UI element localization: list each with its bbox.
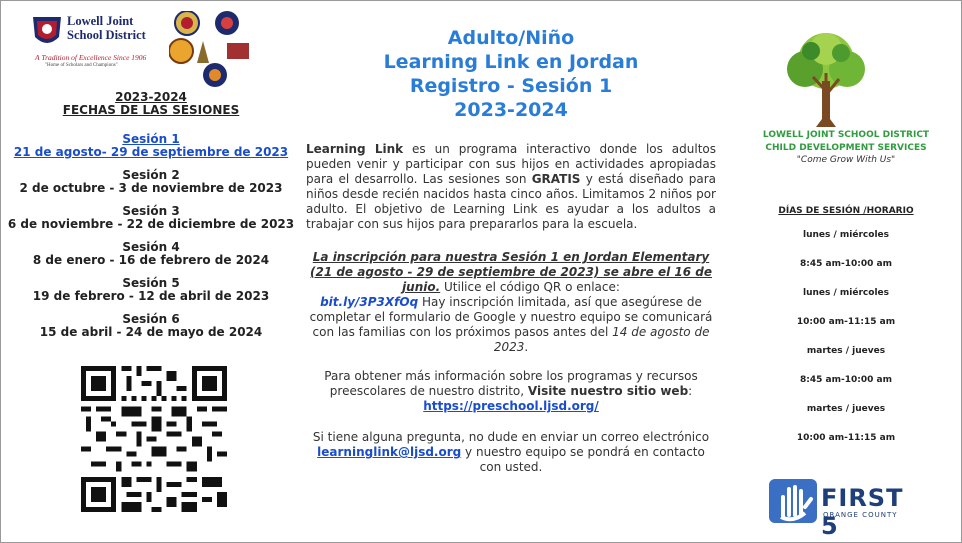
session-3 xyxy=(1,205,301,231)
title-line3: Registro - Sesión 1 xyxy=(409,75,613,97)
ljsd-emblem-icon xyxy=(29,11,65,51)
cds-line2: CHILD DEVELOPMENT SERVICES xyxy=(765,143,927,153)
cds-line1: LOWELL JOINT SCHOOL DISTRICT xyxy=(762,130,930,140)
email-link[interactable]: learninglink@ljsd.org xyxy=(317,445,462,459)
intro-gratis: GRATIS xyxy=(531,172,581,186)
cds-motto: "Come Grow With Us" xyxy=(796,155,896,165)
school-seals-icon xyxy=(169,11,265,91)
schedule-row: martes / jueves xyxy=(806,346,886,356)
ljsd-logo xyxy=(29,7,289,69)
registration-paragraph xyxy=(306,250,716,355)
session-1[interactable] xyxy=(1,133,301,159)
intro-part2: y está diseñado para niños desde recién nacidos hasta cinco años. Limitamos 2 niños por adulto. El objetivo de Learning Link es ayudar a los adultos a trabajar con sus hijos para prepararlos para la escuela. xyxy=(306,172,716,231)
session-6-range: 15 de abril - 24 de mayo de 2024 xyxy=(39,325,263,339)
schedule-row: lunes / miércoles xyxy=(803,230,889,240)
ljsd-home-text: "Home of Scholars and Champions" xyxy=(45,63,118,68)
qr-code-icon[interactable] xyxy=(81,366,227,512)
registration-part2: Hay inscripción limitada, así que asegúrese de completar el formulario de Google y nuestro equipo se comunicará con las familias con los próximos pasos antes del xyxy=(309,295,713,339)
registration-link[interactable]: bit.ly/3P3XfOq xyxy=(320,295,419,309)
dates-heading: FECHAS DE LAS SESIONES xyxy=(62,103,240,117)
intro-lead: Learning Link xyxy=(306,142,404,156)
first5-logo xyxy=(769,479,929,540)
schedule-row: martes / jueves xyxy=(806,404,886,414)
first5-sub: ORANGE COUNTY xyxy=(823,511,898,519)
session-2 xyxy=(1,169,301,195)
intro-paragraph xyxy=(306,142,716,232)
session-5 xyxy=(1,277,301,303)
dates-year: 2023-2024 xyxy=(115,90,187,104)
ljsd-name-line2: School District xyxy=(67,28,146,42)
session-4 xyxy=(1,241,301,267)
info-bold: Visite nuestro sitio web xyxy=(527,384,689,398)
registration-after: Utilice el código QR o enlace: xyxy=(440,280,620,294)
session-6-label: Sesión 6 xyxy=(122,312,180,326)
contact-part2: y nuestro equipo se pondrá en contacto con usted. xyxy=(461,445,705,474)
cds-name xyxy=(731,129,961,155)
contact-paragraph xyxy=(306,430,716,475)
session-1-label[interactable]: Sesión 1 xyxy=(122,132,180,146)
session-5-range: 19 de febrero - 12 de abril de 2023 xyxy=(32,289,270,303)
center-column xyxy=(306,26,716,475)
website-link[interactable]: https://preschool.ljsd.org/ xyxy=(423,399,599,413)
contact-part1: Si tiene alguna pregunta, no dude en enviar un correo electrónico xyxy=(312,430,710,444)
tree-logo-icon xyxy=(781,31,871,131)
ljsd-name-line1: Lowell Joint xyxy=(67,14,134,28)
session-2-range: 2 de octubre - 3 de noviembre de 2023 xyxy=(19,181,283,195)
session-dates xyxy=(1,91,301,339)
schedule-row: lunes / miércoles xyxy=(803,288,889,298)
session-3-label: Sesión 3 xyxy=(122,204,180,218)
registration-end: . xyxy=(524,340,529,354)
session-5-label: Sesión 5 xyxy=(122,276,180,290)
schedule-row: 8:45 am-10:00 am xyxy=(800,259,892,269)
session-2-label: Sesión 2 xyxy=(122,168,180,182)
flyer-title xyxy=(306,26,716,122)
schedule-row: 10:00 am-11:15 am xyxy=(796,317,896,327)
hand-icon xyxy=(769,479,817,523)
session-6 xyxy=(1,313,301,339)
session-4-range: 8 de enero - 16 de febrero de 2024 xyxy=(32,253,270,267)
intro-part1: es un programa interactivo donde los adultos pueden venir y participar con sus hijos en actividades apropiadas para el desarrollo. Las sesiones son xyxy=(306,142,716,186)
session-1-range[interactable]: 21 de agosto- 29 de septiembre de 2023 xyxy=(13,145,289,159)
session-schedule xyxy=(731,206,961,462)
schedule-row: 8:45 am-10:00 am xyxy=(800,375,892,385)
session-4-label: Sesión 4 xyxy=(122,240,180,254)
info-colon: : xyxy=(688,384,693,398)
schedule-heading: DÍAS DE SESIÓN /HORARIO xyxy=(778,206,914,216)
session-3-range: 6 de noviembre - 22 de diciembre de 2023 xyxy=(7,217,295,231)
info-paragraph xyxy=(306,369,716,414)
title-line1: Adulto/Niño xyxy=(447,27,575,49)
ljsd-name xyxy=(67,14,146,42)
registration-opening: La inscripción para nuestra Sesión 1 en Jordan Elementary (21 de agosto - 29 de septiembre de 2023) se abre el 16 de junio. xyxy=(309,250,712,294)
first5-word: FIRST 5 xyxy=(821,484,904,540)
title-line4: 2023-2024 xyxy=(454,99,568,121)
ljsd-tagline: A Tradition of Excellence Since 1906 xyxy=(35,53,147,62)
info-part1: Para obtener más información sobre los programas y recursos preescolares de nuestro distrito, xyxy=(324,369,698,398)
schedule-row: 10:00 am-11:15 am xyxy=(796,433,896,443)
registration-date: 14 de agosto de 2023 xyxy=(493,325,710,354)
title-line2: Learning Link en Jordan xyxy=(383,51,639,73)
